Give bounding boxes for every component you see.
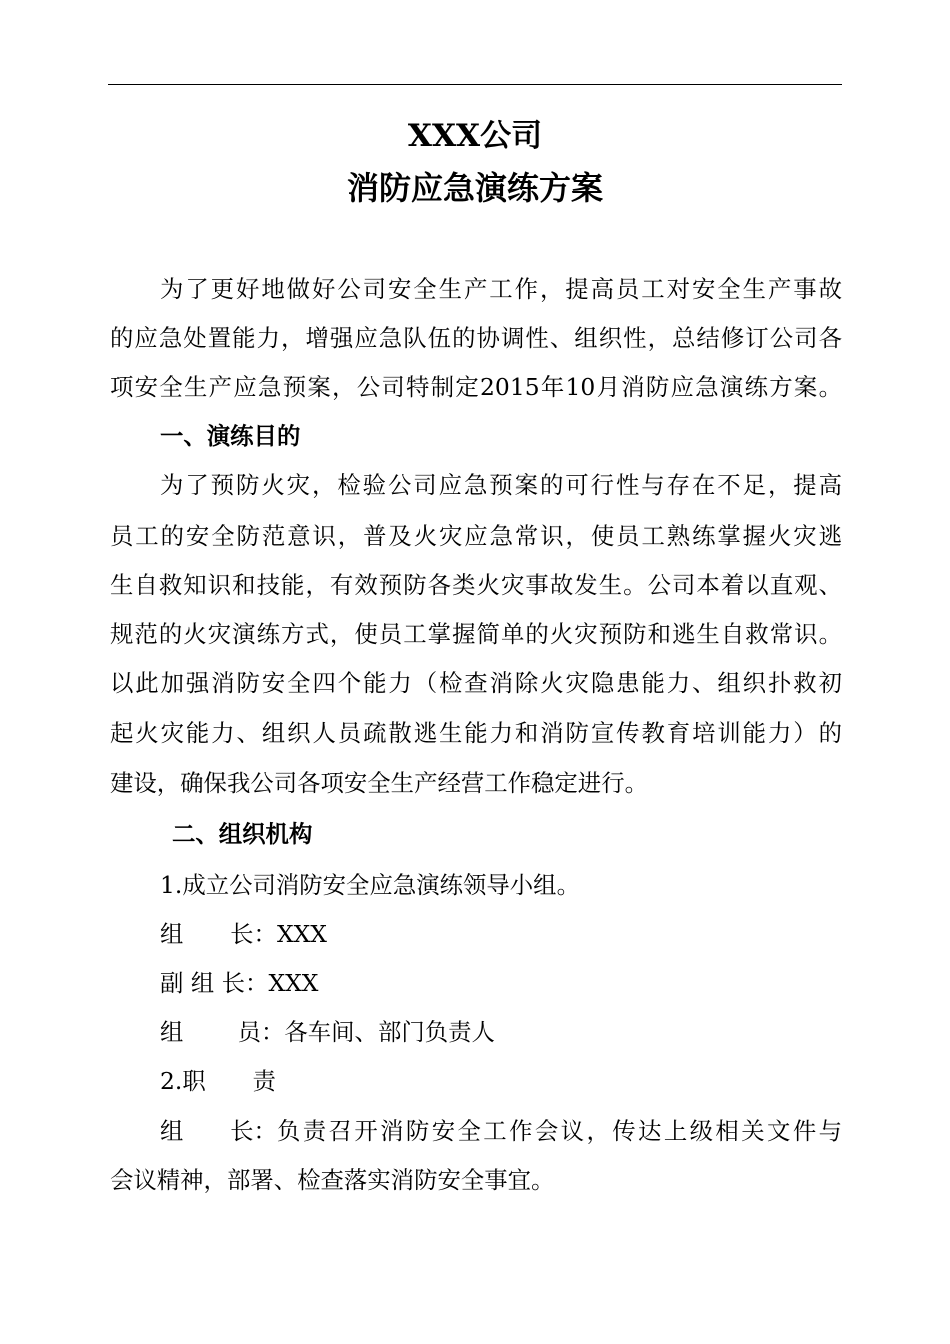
org-leader-row (160, 917, 327, 951)
org-leader-value: XXX (276, 920, 327, 948)
purpose-line-4: 规范的火灾演练方式，使员工掌握简单的火灾预防和逃生自救常识。 (110, 620, 842, 648)
intro-line-1: 为了更好地做好公司安全生产工作，提高员工对安全生产事故 (160, 275, 842, 303)
purpose-line-3: 生自救知识和技能，有效预防各类火灾事故发生。公司本着以直观、 (110, 571, 842, 599)
section-heading-organization: 二、组织机构 (172, 820, 313, 848)
org-member-row (160, 1015, 495, 1049)
section-heading-purpose: 一、演练目的 (160, 422, 301, 450)
duty-label: 组 长： (160, 1117, 277, 1145)
intro-line-3: 项安全生产应急预案，公司特制定2015年10月消防应急演练方案。 (110, 373, 842, 401)
org-deputy-row (160, 966, 318, 1000)
org-member-value: 各车间、部门负责人 (284, 1018, 495, 1046)
purpose-line-6: 起火灾能力、组织人员疏散逃生能力和消防宣传教育培训能力）的 (110, 719, 842, 747)
org-item-1: 1.成立公司消防安全应急演练领导小组。 (160, 871, 580, 899)
header-rule (108, 84, 842, 85)
duty-row-1 (160, 1114, 842, 1148)
org-member-label: 组 员： (160, 1018, 285, 1046)
duty-line-1: 负责召开消防安全工作会议，传达上级相关文件与 (276, 1117, 842, 1145)
purpose-line-5: 以此加强消防安全四个能力（检查消除火灾隐患能力、组织扑救初 (110, 669, 842, 697)
purpose-line-1: 为了预防火灾，检验公司应急预案的可行性与存在不足，提高 (160, 471, 842, 499)
document-title: 消防应急演练方案 (346, 169, 603, 207)
org-leader-label: 组 长： (160, 920, 277, 948)
purpose-line-7: 建设，确保我公司各项安全生产经营工作稳定进行。 (110, 769, 648, 797)
org-item-2: 2.职 责 (160, 1067, 276, 1095)
org-deputy-value: XXX (268, 969, 319, 997)
purpose-line-2: 员工的安全防范意识，普及火灾应急常识，使员工熟练掌握火灾逃 (110, 522, 842, 550)
intro-line-2: 的应急处置能力，增强应急队伍的协调性、组织性，总结修订公司各 (110, 324, 842, 352)
duty-line-2: 会议精神，部署、检查落实消防安全事宜。 (110, 1166, 555, 1194)
document-title-company: XXX公司 (407, 118, 543, 154)
org-deputy-label: 副 组 长： (160, 969, 269, 997)
